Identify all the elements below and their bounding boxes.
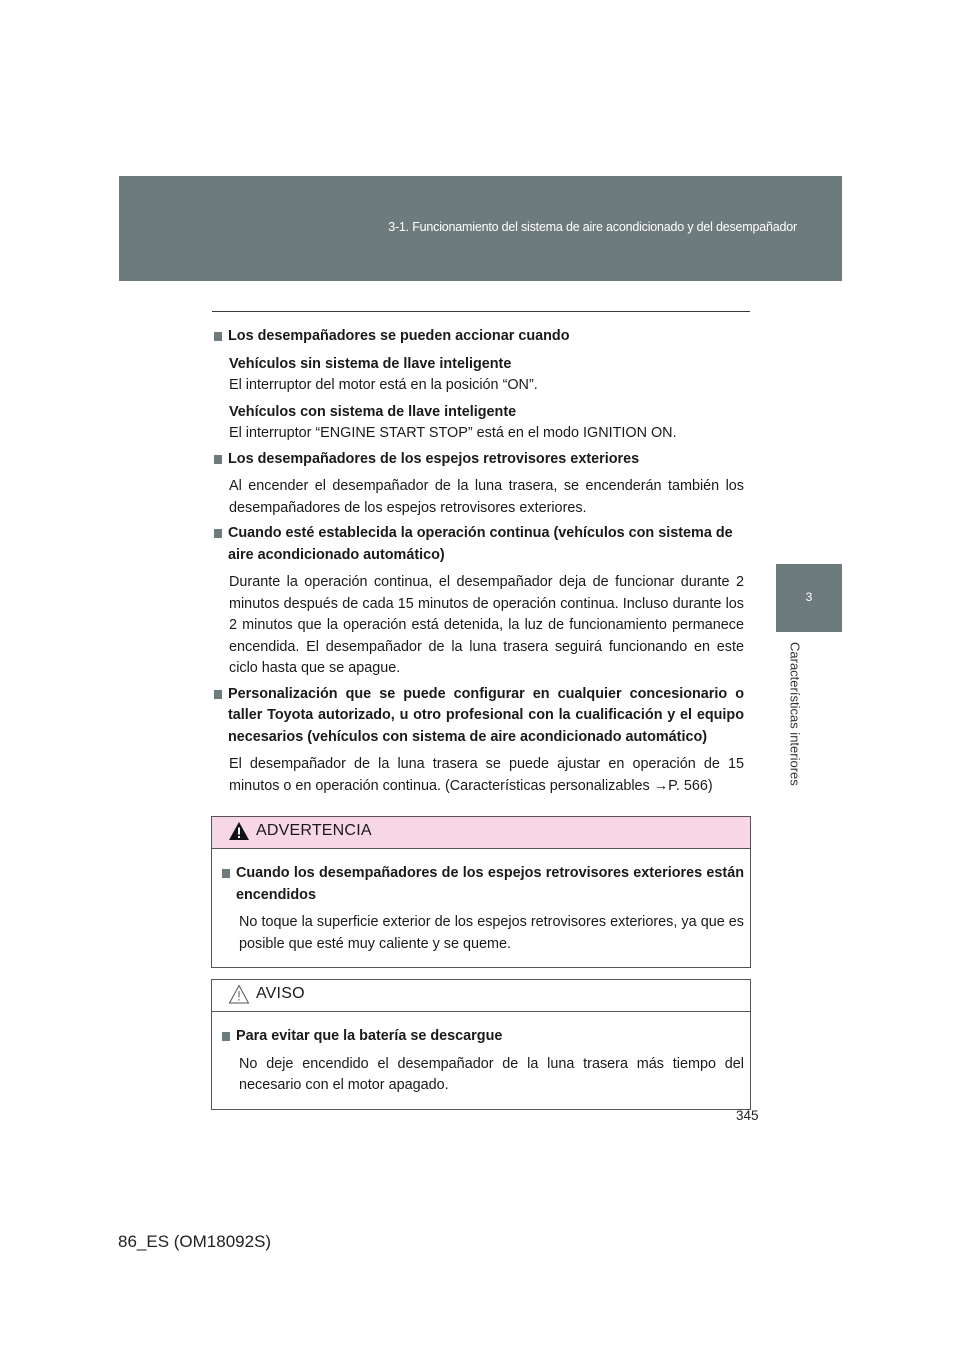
section-heading-text: Los desempañadores de los espejos retrovisores exteriores: [228, 450, 640, 467]
notice-text: No deje encendido el desempañador de la luna trasera más tiempo del necesario con el motor apagado.: [239, 1055, 744, 1093]
chapter-label-wrap: [784, 642, 806, 832]
section-text: El desempañador de la luna trasera se puede ajustar en operación de 15 minutos o en operación continua. (Características personalizables →P. 566): [229, 756, 744, 794]
square-bullet-icon: [214, 332, 222, 341]
section-defoggers-operation: [212, 326, 744, 445]
subsection-text: El interruptor “ENGINE START STOP” está en el modo IGNITION ON.: [229, 425, 677, 441]
section-heading: [212, 523, 744, 566]
notice-heading: [222, 1026, 744, 1048]
warning-box-header: [212, 817, 750, 849]
warning-heading-text: Cuando los desempañadores de los espejos retrovisores exteriores están encendidos: [236, 865, 744, 903]
subsection: [229, 402, 744, 445]
notice-label: AVISO: [256, 985, 305, 1002]
square-bullet-icon: [222, 869, 230, 878]
warning-box-title: [228, 821, 372, 841]
section-title: 3-1. Funcionamiento del sistema de aire acondicionado y del desempañador: [388, 220, 797, 234]
section-body: [212, 354, 744, 445]
section-heading-text: Cuando esté establecida la operación continua (vehículos con sistema de aire acondicionado automático): [228, 525, 733, 563]
chapter-tab[interactable]: [776, 564, 842, 632]
section-continuous-operation: [212, 523, 744, 680]
main-content: [212, 326, 744, 801]
section-heading-text: Personalización que se puede configurar en cualquier concesionario o taller Toyota autorizado, u otro profesional con la cualificación y el equipo necesarios (vehículos con sistema de aire acondicionado automático): [228, 685, 744, 745]
document-code: 86_ES (OM18092S): [118, 1232, 272, 1251]
warning-text: No toque la superficie exterior de los espejos retrovisores exteriores, ya que es posible que esté muy caliente y se queme.: [239, 914, 744, 952]
subsection-text: El interruptor del motor está en la posición “ON”.: [229, 377, 538, 393]
subsection-title: Vehículos sin sistema de llave inteligente: [229, 355, 512, 372]
notice-heading-text: Para evitar que la batería se descargue: [236, 1028, 503, 1044]
warning-box-body: [212, 849, 750, 967]
square-bullet-icon: [214, 455, 222, 464]
warning-label: ADVERTENCIA: [256, 822, 372, 839]
section-text: Durante la operación continua, el desempañador deja de funcionar durante 2 minutos después de cada 15 minutos de operación continua. Incluso durante los 2 minutos que la operación está detenida, la luz de funcionamiento permanece encendida. El desempañador de la luna trasera seguirá funcionando en este ciclo hasta que se apague.: [229, 574, 744, 676]
page-number: 345: [736, 1108, 759, 1123]
warning-box: [211, 816, 751, 968]
section-heading-text: Los desempañadores se pueden accionar cuando: [228, 328, 570, 344]
notice-box-body: [212, 1012, 750, 1109]
warning-triangle-filled-icon: [228, 821, 250, 841]
caution-triangle-outline-icon: [228, 984, 250, 1004]
section-heading: [212, 326, 744, 348]
chapter-label: Características interiores: [787, 642, 803, 786]
section-heading: [212, 684, 744, 749]
top-rule: [212, 311, 750, 312]
section-heading: [212, 449, 744, 471]
notice-box: [211, 979, 751, 1110]
section-customization: [212, 684, 744, 798]
chapter-number: 3: [805, 590, 813, 604]
section-mirror-defoggers: [212, 449, 744, 520]
subsection: [229, 354, 744, 397]
warning-heading: [222, 863, 744, 906]
square-bullet-icon: [214, 690, 222, 699]
notice-box-title: [228, 984, 305, 1004]
square-bullet-icon: [222, 1032, 230, 1041]
square-bullet-icon: [214, 529, 222, 538]
notice-box-header: [212, 980, 750, 1012]
header-band: [119, 176, 842, 281]
subsection-title: Vehículos con sistema de llave inteligente: [229, 403, 517, 420]
section-text: Al encender el desempañador de la luna trasera, se encenderán también los desempañadores de los espejos retrovisores exteriores.: [229, 478, 744, 516]
